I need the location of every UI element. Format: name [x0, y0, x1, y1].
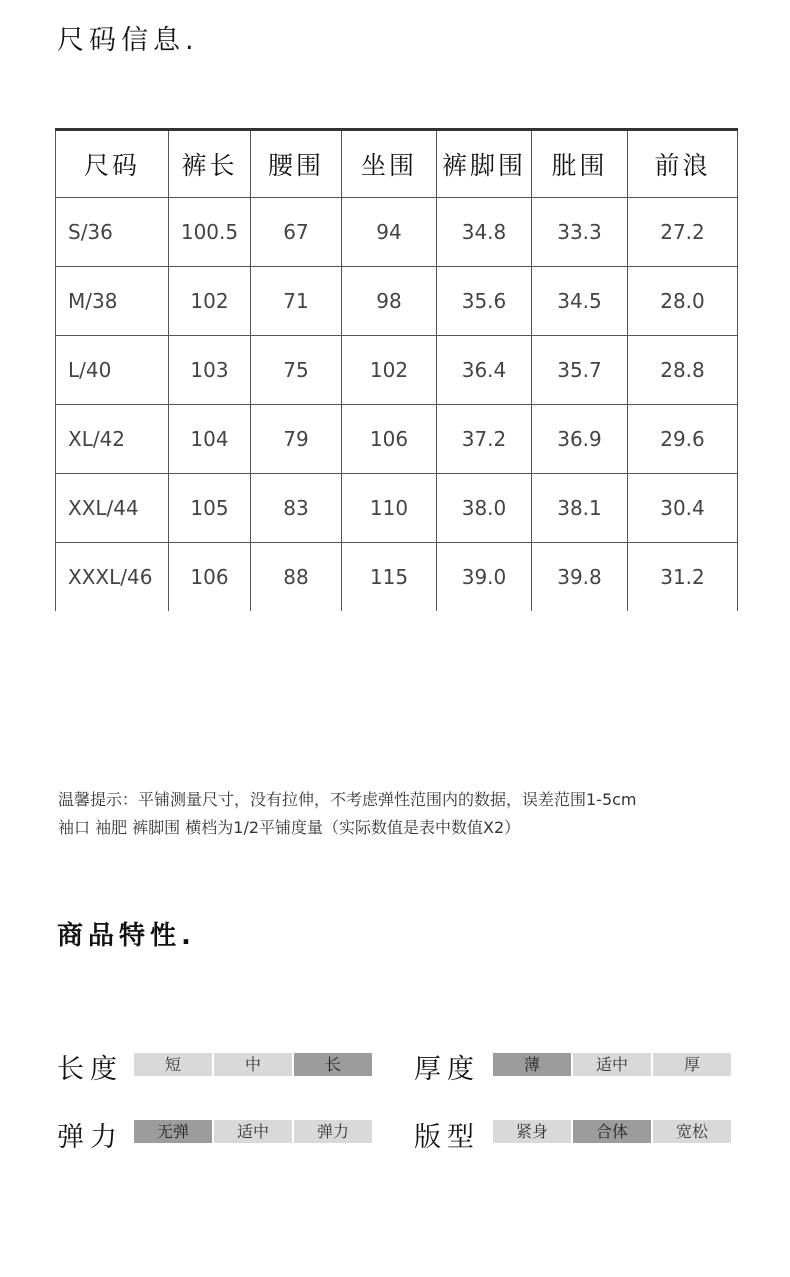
feature-label-fit: 版型 — [414, 1122, 480, 1153]
table-cell: 102 — [342, 336, 437, 405]
feature-label-thickness: 厚度 — [414, 1054, 480, 1085]
table-cell: 75 — [251, 336, 342, 405]
table-cell: 71 — [251, 267, 342, 336]
table-cell: 83 — [251, 474, 342, 543]
table-cell: 102 — [169, 267, 251, 336]
table-cell: 104 — [169, 405, 251, 474]
size-info-title: 尺码信息. — [57, 25, 199, 56]
table-cell: 38.0 — [437, 474, 532, 543]
feature-option: 薄 — [493, 1053, 571, 1076]
feature-label-elasticity: 弹力 — [57, 1122, 123, 1153]
col-header-hip: 坐围 — [342, 130, 437, 198]
table-cell: 67 — [251, 198, 342, 267]
table-cell: 30.4 — [628, 474, 738, 543]
table-cell: 88 — [251, 543, 342, 612]
feature-option: 短 — [134, 1053, 212, 1076]
feature-options-thickness — [493, 1053, 731, 1076]
size-table-header-row — [56, 130, 738, 198]
table-cell-size: S/36 — [56, 198, 169, 267]
table-cell: 106 — [169, 543, 251, 612]
feature-option: 适中 — [214, 1120, 292, 1143]
feature-option: 长 — [294, 1053, 372, 1076]
table-cell: 36.9 — [532, 405, 628, 474]
table-cell: 29.6 — [628, 405, 738, 474]
col-header-size: 尺码 — [56, 130, 169, 198]
table-cell: 28.0 — [628, 267, 738, 336]
table-cell: 35.7 — [532, 336, 628, 405]
table-row — [56, 198, 738, 267]
feature-options-length — [134, 1053, 372, 1076]
table-cell: 37.2 — [437, 405, 532, 474]
feature-option: 紧身 — [493, 1120, 571, 1143]
col-header-length: 裤长 — [169, 130, 251, 198]
table-cell: 34.8 — [437, 198, 532, 267]
measurement-note: 温馨提示：平铺测量尺寸，没有拉伸，不考虑弹性范围内的数据，误差范围1-5cm — [58, 790, 637, 809]
table-cell: 79 — [251, 405, 342, 474]
table-cell: 105 — [169, 474, 251, 543]
table-row — [56, 405, 738, 474]
table-cell: 31.2 — [628, 543, 738, 612]
table-row — [56, 336, 738, 405]
feature-option: 弹力 — [294, 1120, 372, 1143]
table-cell: 115 — [342, 543, 437, 612]
table-cell: 28.8 — [628, 336, 738, 405]
col-header-waist: 腰围 — [251, 130, 342, 198]
table-cell: 36.4 — [437, 336, 532, 405]
table-cell-size: XXXL/46 — [56, 543, 169, 612]
col-header-front-rise: 前浪 — [628, 130, 738, 198]
feature-option: 中 — [214, 1053, 292, 1076]
product-features-title: 商品特性. — [57, 921, 196, 951]
table-cell: 110 — [342, 474, 437, 543]
feature-option: 厚 — [653, 1053, 731, 1076]
table-cell-size: M/38 — [56, 267, 169, 336]
table-cell: 39.0 — [437, 543, 532, 612]
table-cell: 34.5 — [532, 267, 628, 336]
table-cell: 33.3 — [532, 198, 628, 267]
table-cell: 35.6 — [437, 267, 532, 336]
table-row — [56, 543, 738, 612]
table-cell: 94 — [342, 198, 437, 267]
table-cell: 100.5 — [169, 198, 251, 267]
feature-label-length: 长度 — [57, 1054, 123, 1085]
table-row — [56, 267, 738, 336]
table-cell-size: XXL/44 — [56, 474, 169, 543]
table-cell-size: XL/42 — [56, 405, 169, 474]
measurement-note-detail: 袖口 袖肥 裤脚围 横档为1/2平铺度量（实际数值是表中数值X2） — [58, 818, 521, 837]
size-table — [55, 128, 738, 611]
col-header-thigh: 肶围 — [532, 130, 628, 198]
feature-options-elasticity — [134, 1120, 372, 1143]
table-cell: 103 — [169, 336, 251, 405]
table-cell: 98 — [342, 267, 437, 336]
table-cell-size: L/40 — [56, 336, 169, 405]
table-cell: 106 — [342, 405, 437, 474]
table-cell: 27.2 — [628, 198, 738, 267]
feature-option: 适中 — [573, 1053, 651, 1076]
table-row — [56, 474, 738, 543]
feature-options-fit — [493, 1120, 731, 1143]
table-cell: 39.8 — [532, 543, 628, 612]
feature-option: 宽松 — [653, 1120, 731, 1143]
feature-option: 无弹 — [134, 1120, 212, 1143]
table-cell: 38.1 — [532, 474, 628, 543]
feature-option: 合体 — [573, 1120, 651, 1143]
col-header-leg-opening: 裤脚围 — [437, 130, 532, 198]
